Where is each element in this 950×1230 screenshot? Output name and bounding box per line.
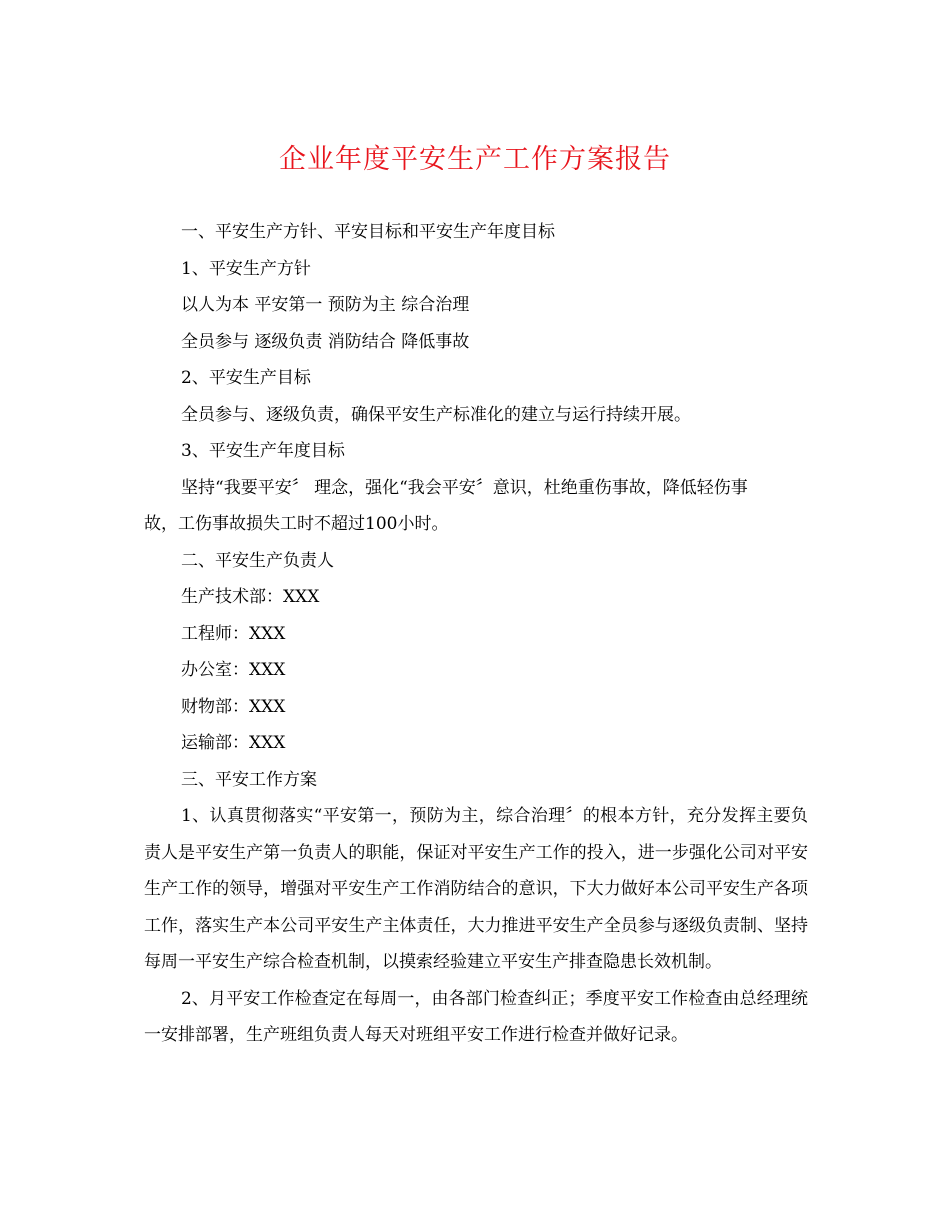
section-heading-2: 二、平安生产负责人 <box>181 550 334 571</box>
section-heading-1: 一、平安生产方针、平安目标和平安生产年度目标 <box>181 222 555 242</box>
annual-goal-line-1: 坚持“我要平安〞 理念，强化“我会平安〞意识，杜绝重伤事故，降低轻伤事 <box>181 477 748 498</box>
plan-paragraph-2: 2、月平安工作检查定在每周一，由各部门检查纠正；季度平安工作检查由总经理统一安排部署，生产班组负责人每天对班组平安工作进行检查并做好记录。 <box>144 988 808 1045</box>
subheading-1-1: 1、平安生产方针 <box>181 258 311 279</box>
document-body <box>144 214 808 1054</box>
annual-goal-line-2: 故，工伤事故损失工时不超过100小时。 <box>144 514 449 534</box>
responsible-person: 办公室：XXX <box>181 660 286 680</box>
subheading-1-3: 3、平安生产年度目标 <box>181 441 345 461</box>
document-title: 企业年度平安生产工作方案报告 <box>279 144 671 175</box>
plan-paragraph-1: 1、认真贯彻落实“平安第一，预防为主，综合治理〞的根本方针，充分发挥主要负责人是平安生产第一负责人的职能，保证对平安生产工作的投入，进一步强化公司对平安生产工作的领导，增强对平安生产工作消防结合的意识，下大力做好本公司平安生产各项工作，落实生产本公司平安生产主体责任，大力推进平安生产全员参与逐级负责制、坚持每周一平安生产综合检查机制，以摸索经验建立平安生产排查隐患长效机制。 <box>144 806 808 972</box>
section-heading-3: 三、平安工作方案 <box>181 769 317 790</box>
policy-line-2: 全员参与 逐级负责 消防结合 降低事故 <box>181 331 470 352</box>
responsible-person: 运输部：XXX <box>181 733 286 753</box>
responsible-person: 财物部：XXX <box>181 696 286 717</box>
responsible-person: 工程师：XXX <box>181 623 286 644</box>
goal-text: 全员参与、逐级负责，确保平安生产标准化的建立与运行持续开展。 <box>181 404 691 425</box>
responsible-person: 生产技术部：XXX <box>181 587 320 607</box>
subheading-1-2: 2、平安生产目标 <box>181 368 311 388</box>
policy-line-1: 以人为本 平安第一 预防为主 综合治理 <box>181 295 470 315</box>
